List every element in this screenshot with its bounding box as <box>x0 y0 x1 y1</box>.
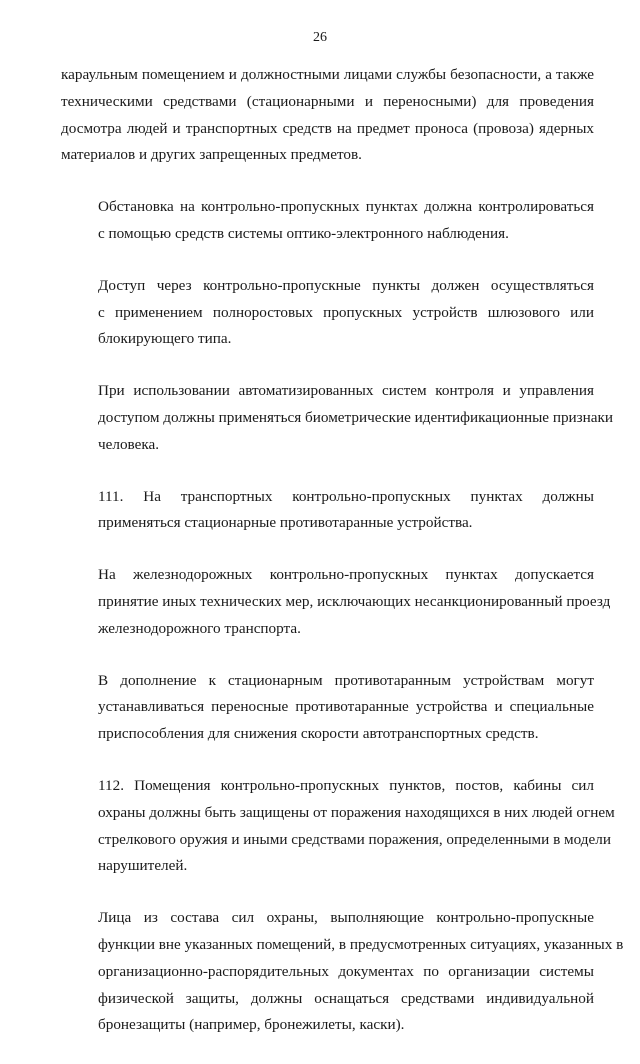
text-line: Обстановка на контрольно-пропускных пунктах должна контролироваться <box>98 198 594 216</box>
text-line: блокирующего типа. <box>98 330 232 348</box>
paragraph <box>61 273 594 353</box>
paragraph <box>61 194 594 248</box>
paragraph <box>61 668 594 748</box>
text-line: человека. <box>98 435 160 453</box>
paragraph <box>61 773 615 880</box>
text-line: применяться стационарные противотаранные устройства. <box>98 514 473 532</box>
text-line: с помощью средств системы оптико-электронного наблюдения. <box>98 224 509 242</box>
text-line: 111. На транспортных контрольно-пропускных пунктах должны <box>98 487 594 505</box>
paragraph <box>61 905 624 1039</box>
text-line: караульным помещением и должностными лицами службы безопасности, а также <box>61 66 594 83</box>
text-line: нарушителей. <box>98 857 188 875</box>
text-line: бронезащиты (например, бронежилеты, каски). <box>98 1016 405 1034</box>
text-line: досмотра людей и транспортных средств на предмет проноса (провоза) ядерных <box>61 119 594 137</box>
page-number: 26 <box>313 30 327 45</box>
text-line: устанавливаться переносные противотаранные устройства и специальные <box>98 698 594 716</box>
text-line: организационно-распорядительных документах по организации системы <box>98 962 594 980</box>
text-line: принятие иных технических мер, исключающих несанкционированный проезд <box>98 592 611 610</box>
text-line: В дополнение к стационарным противотаранным устройствам могут <box>98 671 594 689</box>
text-line: железнодорожного транспорта. <box>98 619 301 637</box>
text-line: материалов и других запрещенных предметов. <box>61 146 362 164</box>
paragraph <box>61 378 614 458</box>
text-line: Доступ через контрольно-пропускные пункты должен осуществляться <box>98 276 594 294</box>
text-line: физической защиты, должны оснащаться средствами индивидуальной <box>98 989 594 1007</box>
text-line: При использовании автоматизированных систем контроля и управления <box>98 382 594 400</box>
paragraph <box>61 562 611 642</box>
document-body <box>61 62 624 1064</box>
text-line: приспособления для снижения скорости автотранспортных средств. <box>98 725 539 743</box>
text-line: Лица из состава сил охраны, выполняющие контрольно-пропускные <box>98 909 594 927</box>
text-line: с применением полноростовых пропускных устройств шлюзового или <box>98 303 594 321</box>
text-line: охраны должны быть защищены от поражения находящихся в них людей огнем <box>98 803 615 821</box>
text-line: 112. Помещения контрольно-пропускных пунктов, постов, кабины сил <box>98 776 594 794</box>
text-line: доступом должны применяться биометрические идентификационные признаки <box>98 408 614 426</box>
paragraph <box>61 62 594 169</box>
text-line: На железнодорожных контрольно-пропускных пунктах допускается <box>98 566 594 584</box>
text-line: техническими средствами (стационарными и переносными) для проведения <box>61 92 594 110</box>
text-line: стрелкового оружия и иными средствами поражения, определенными в модели <box>98 830 611 848</box>
paragraph <box>61 484 594 538</box>
text-line: функции вне указанных помещений, в предусмотренных ситуациях, указанных в <box>98 935 624 953</box>
